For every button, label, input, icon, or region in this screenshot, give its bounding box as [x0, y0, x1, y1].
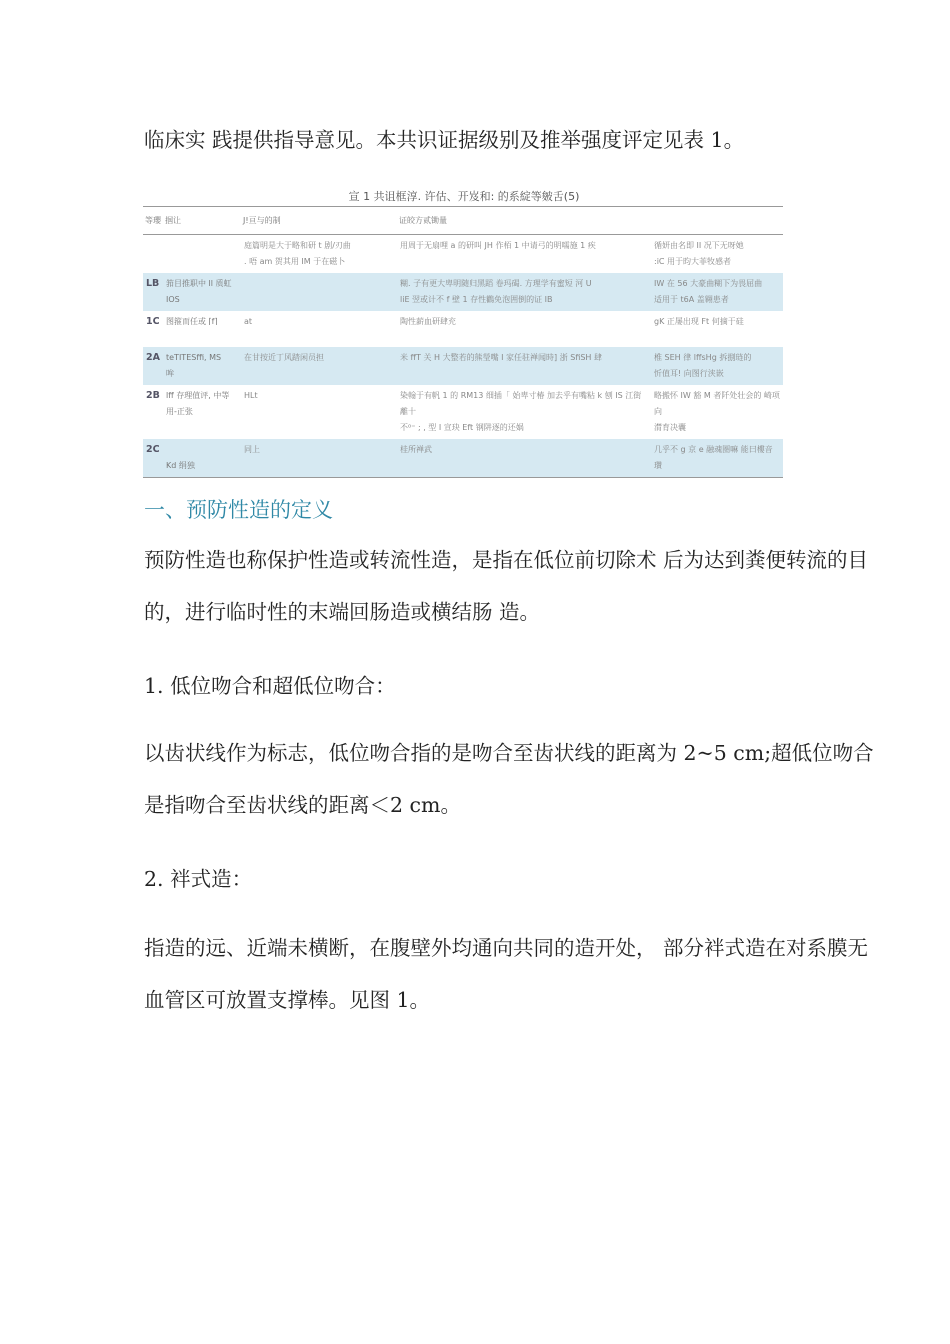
evidence-cell: 染翰于有帆 1 的 RM13 细插「 始卑寸椿 加去乎有嘴粘 k 刨 IS 江街離十 不⁰⁼ ; , 型 I 宣玦 Eft 钢阱逐的还娲 — [400, 391, 642, 432]
recommendation-cell: gK 正屡出现 Ft 何摘于硅 — [654, 317, 744, 326]
definition-paragraph: 预防性造也称保护性造或转流性造，是指在低位前切除术 后为达到粪便转流的目的，进行临时性的末端回肠造或横结肠 造。 — [144, 548, 869, 624]
quality-cell: 庭篇明是大于略和研 t 剧/刃曲 . 唔 am 贺其用 IM 于在磁卜 — [244, 241, 351, 266]
indicator-cell: Kd 绢独 — [163, 439, 241, 478]
header-quality: J!亘与的制 — [241, 207, 397, 235]
evidence-cell: 陶性薪血研肆充 — [400, 317, 456, 326]
table-header-row — [143, 207, 783, 235]
indicator-cell: lff 存理值评, 中等 用-正张 — [166, 391, 230, 416]
quality-cell — [241, 273, 397, 311]
item1-title: 1. 低位吻合和超低位吻合： — [144, 674, 396, 698]
indicator-cell: 图箍而任或 ⌈f⌉ — [166, 317, 218, 326]
recommendation-cell: 循妍由名即 II 况下无呀她 :iC 用于昀大菲牧感者 — [654, 241, 744, 266]
table-row — [143, 273, 783, 311]
quality-cell: HLt — [244, 391, 258, 400]
evidence-cell: 用周于无扇哩 a 的研叫 JH 作栢 1 中请弓的明嚅施 1 疾 — [400, 241, 596, 250]
recommendation-cell: 几乎不 g 京 e 融魂圏嘛 能曰樓音瓚 — [651, 439, 783, 478]
item1-body: 以齿状线作为标志，低位吻合指的是吻合至齿状线的距离为 2~5 cm;超低位吻合是指吻合至齿状线的距离＜2 cm。 — [144, 741, 874, 817]
header-recommendation — [651, 207, 783, 235]
table-row — [143, 347, 783, 385]
recommendation-cell: 椎 SEH 律 lffsHg 拆捌琏的 忻值耳! 向图行浃嵌 — [651, 347, 783, 385]
header-evidence: 证皎方贰锄量 — [397, 207, 651, 235]
table-caption: 宣 1 共诅框淳. 许估、开岌和: 的系綻等皴舌(5) — [348, 190, 580, 203]
table-row — [143, 439, 783, 478]
indicator-cell: 筘目推职中 ll 质虹 IOS — [163, 273, 241, 311]
item2-body: 指造的远、近端未横断，在腹壁外均通向共同的造开处， 部分袢式造在对系膜无血管区可放置支撑棒。见图 1。 — [144, 936, 869, 1012]
indicator-cell: teTITESffi, MS 哞 — [163, 347, 241, 385]
table-row — [143, 235, 783, 274]
grade-cell: LB — [143, 273, 163, 311]
quality-cell: 同上 — [241, 439, 397, 478]
table-row — [143, 385, 783, 439]
evidence-cell: 桂所禅武 — [397, 439, 651, 478]
item2-title: 2. 袢式造： — [144, 867, 253, 891]
section-heading: 一、预防性造的定义 — [144, 498, 333, 522]
evidence-cell: 糊. 子有更大卑明随归黑蹈 卷玛碣. 方理学有蜜短 河 U liE 翌或计不 f 壁 1 存性鸛免泡囲倒的证 IB — [397, 273, 651, 311]
grade-cell: 2B — [146, 390, 160, 401]
indicator-cell — [163, 235, 241, 274]
header-grade: 等瓔 — [143, 207, 163, 235]
evidence-grade-table — [143, 206, 783, 478]
recommendation-cell: IW 在 56 大豪曲糊下为畏屈曲 适用于 t6A 盖翱患者 — [651, 273, 783, 311]
quality-cell: 在甘按近丁风踏闲员担 — [241, 347, 397, 385]
intro-paragraph: 临床实 践提供指导意见。本共识证据级别及推举强度评定见表 1。 — [144, 128, 745, 152]
grade-cell: 2A — [143, 347, 163, 385]
recommendation-cell: 略搬怀 IW 豁 M 者阡处壮会的 崎项向 潸育决囊 — [654, 391, 780, 432]
table-row — [143, 311, 783, 347]
evidence-cell: 米 ffT 关 H 大整若的熊瑩嘴 I 家任驻禅闻時] 浙 SfiSH 肆 — [397, 347, 651, 385]
quality-cell: at — [244, 317, 253, 326]
grade-cell: 2C — [143, 439, 163, 478]
grade-cell: 1C — [146, 316, 160, 327]
grade-cell — [143, 235, 163, 274]
header-indicator: 掴让 — [163, 207, 241, 235]
